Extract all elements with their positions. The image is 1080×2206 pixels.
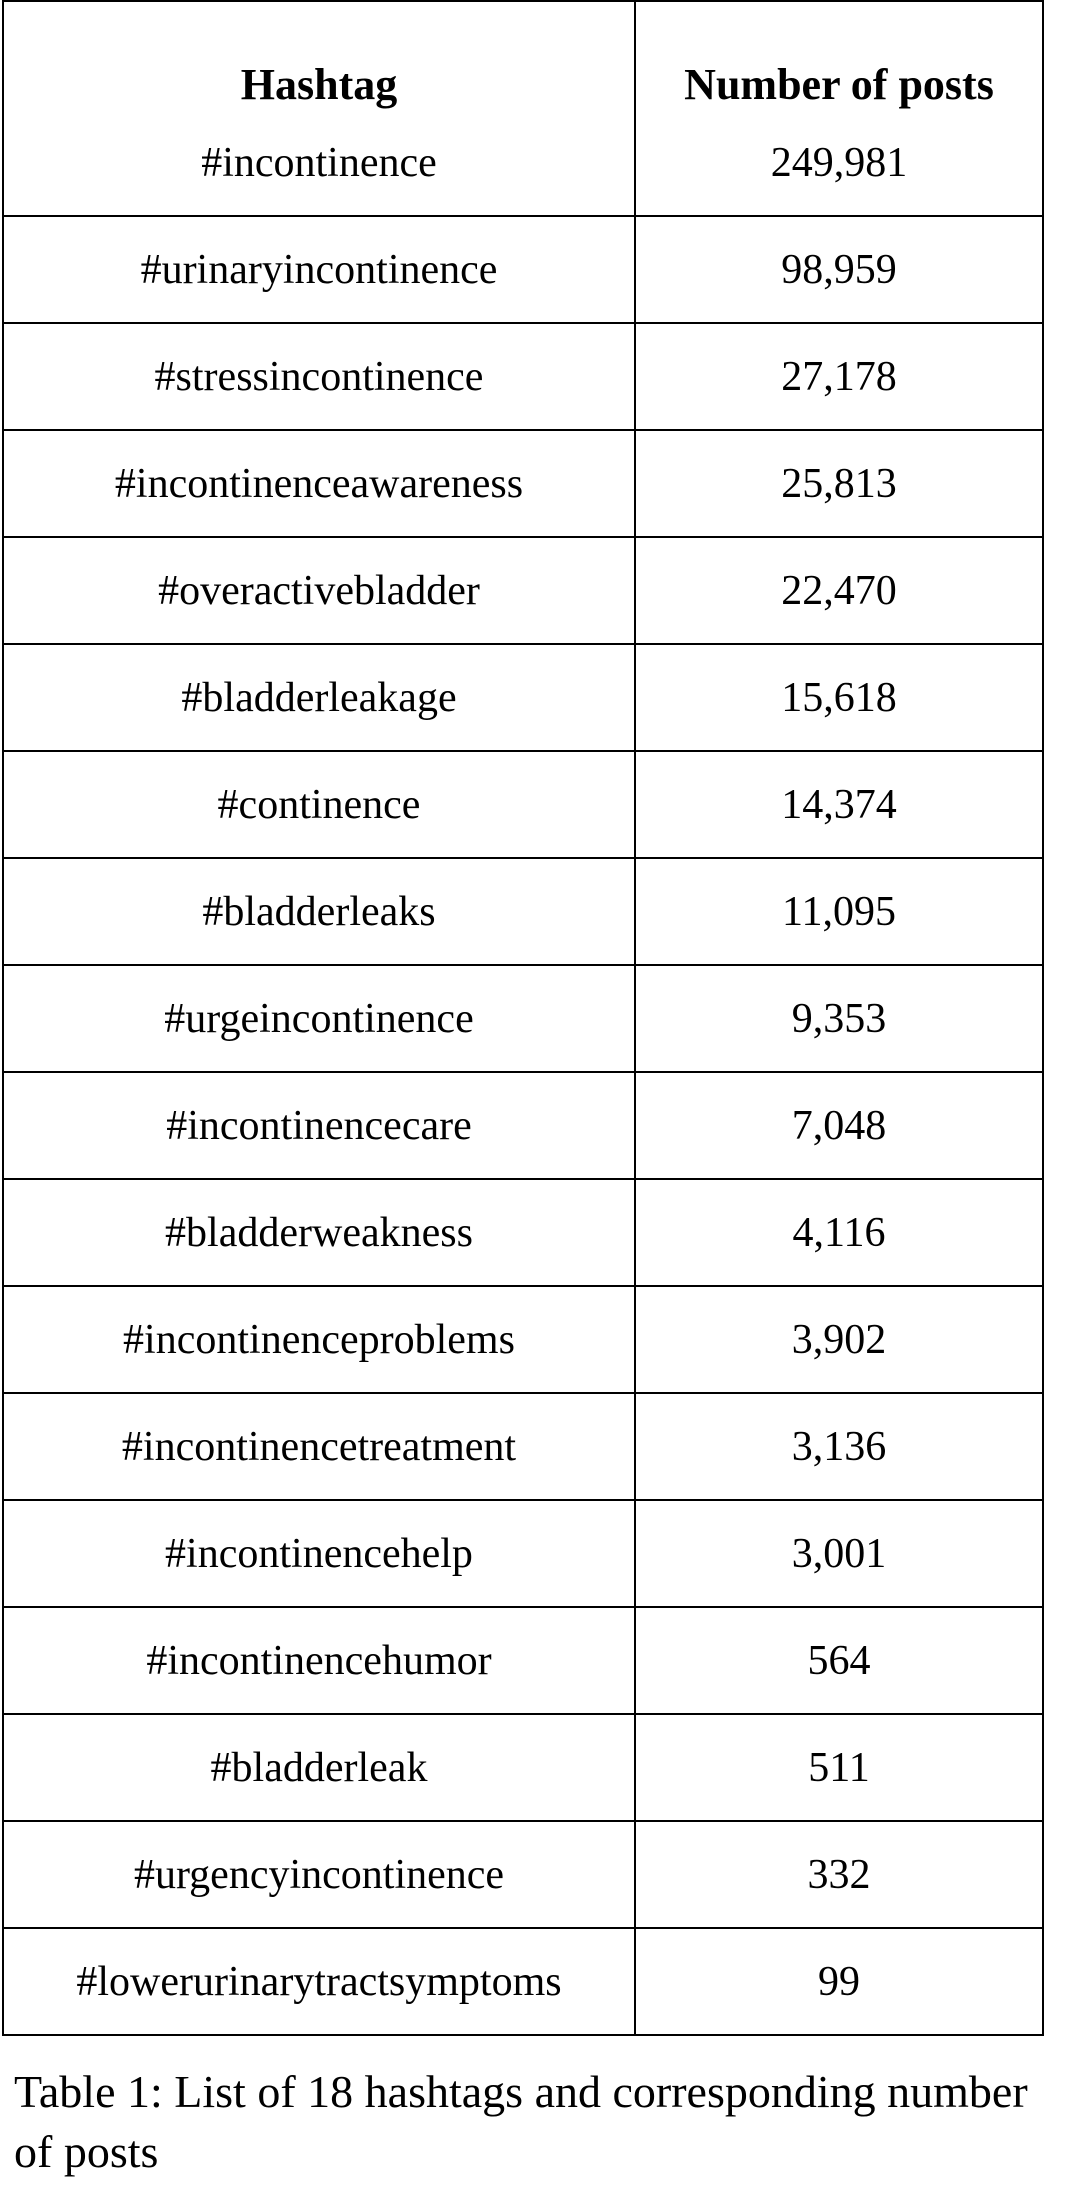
- table-row: [3, 537, 1043, 644]
- table-row: [3, 216, 1043, 323]
- hashtag-cell: #continence: [3, 751, 635, 858]
- post-count-cell: 15,618: [635, 644, 1043, 751]
- hashtag-cell: #incontinencecare: [3, 1072, 635, 1179]
- post-count-cell: 3,136: [635, 1393, 1043, 1500]
- table-caption: Table 1: List of 18 hashtags and corresponding number of posts: [14, 2066, 1028, 2177]
- post-count-cell: 4,116: [635, 1179, 1043, 1286]
- post-count-cell: 22,470: [635, 537, 1043, 644]
- table-row: [3, 1179, 1043, 1286]
- table-row: [3, 1072, 1043, 1179]
- table-row: [3, 1393, 1043, 1500]
- post-count-cell: 511: [635, 1714, 1043, 1821]
- table-row: [3, 1500, 1043, 1607]
- hashtag-cell: #urgeincontinence: [3, 965, 635, 1072]
- column-header-hashtag: Hashtag: [3, 1, 635, 110]
- table-row: [3, 1821, 1043, 1928]
- hashtag-cell: #overactivebladder: [3, 537, 635, 644]
- post-count-cell: 7,048: [635, 1072, 1043, 1179]
- hashtag-cell: #incontinencehelp: [3, 1500, 635, 1607]
- post-count-cell: 332: [635, 1821, 1043, 1928]
- post-count-cell: 3,902: [635, 1286, 1043, 1393]
- hashtag-cell: #stressincontinence: [3, 323, 635, 430]
- table-row: [3, 965, 1043, 1072]
- hashtag-cell: #bladderleak: [3, 1714, 635, 1821]
- hashtag-cell: #incontinence: [3, 110, 635, 216]
- hashtag-cell: #incontinenceproblems: [3, 1286, 635, 1393]
- post-count-cell: 14,374: [635, 751, 1043, 858]
- post-count-cell: 98,959: [635, 216, 1043, 323]
- table-row: [3, 1714, 1043, 1821]
- table-row: [3, 430, 1043, 537]
- table-row: [3, 644, 1043, 751]
- hashtag-table: [2, 0, 1044, 2036]
- hashtag-cell: #incontinencehumor: [3, 1607, 635, 1714]
- post-count-cell: 9,353: [635, 965, 1043, 1072]
- table-row: [3, 323, 1043, 430]
- table-row: [3, 1607, 1043, 1714]
- hashtag-cell: #incontinenceawareness: [3, 430, 635, 537]
- hashtag-cell: #bladderleaks: [3, 858, 635, 965]
- post-count-cell: 11,095: [635, 858, 1043, 965]
- table-row: [3, 110, 1043, 216]
- table-header-row: [3, 1, 1043, 110]
- post-count-cell: 25,813: [635, 430, 1043, 537]
- post-count-cell: 3,001: [635, 1500, 1043, 1607]
- hashtag-cell: #bladderleakage: [3, 644, 635, 751]
- table-body: [3, 110, 1043, 2035]
- hashtag-cell: #bladderweakness: [3, 1179, 635, 1286]
- table-row: [3, 751, 1043, 858]
- hashtag-cell: #incontinencetreatment: [3, 1393, 635, 1500]
- post-count-cell: 564: [635, 1607, 1043, 1714]
- hashtag-cell: #urgencyincontinence: [3, 1821, 635, 1928]
- table-row: [3, 1928, 1043, 2035]
- table-row: [3, 858, 1043, 965]
- post-count-cell: 99: [635, 1928, 1043, 2035]
- hashtag-cell: #urinaryincontinence: [3, 216, 635, 323]
- table-row: [3, 1286, 1043, 1393]
- column-header-number-of-posts: Number of posts: [635, 1, 1043, 110]
- hashtag-cell: #lowerurinarytractsymptoms: [3, 1928, 635, 2035]
- post-count-cell: 27,178: [635, 323, 1043, 430]
- post-count-cell: 249,981: [635, 110, 1043, 216]
